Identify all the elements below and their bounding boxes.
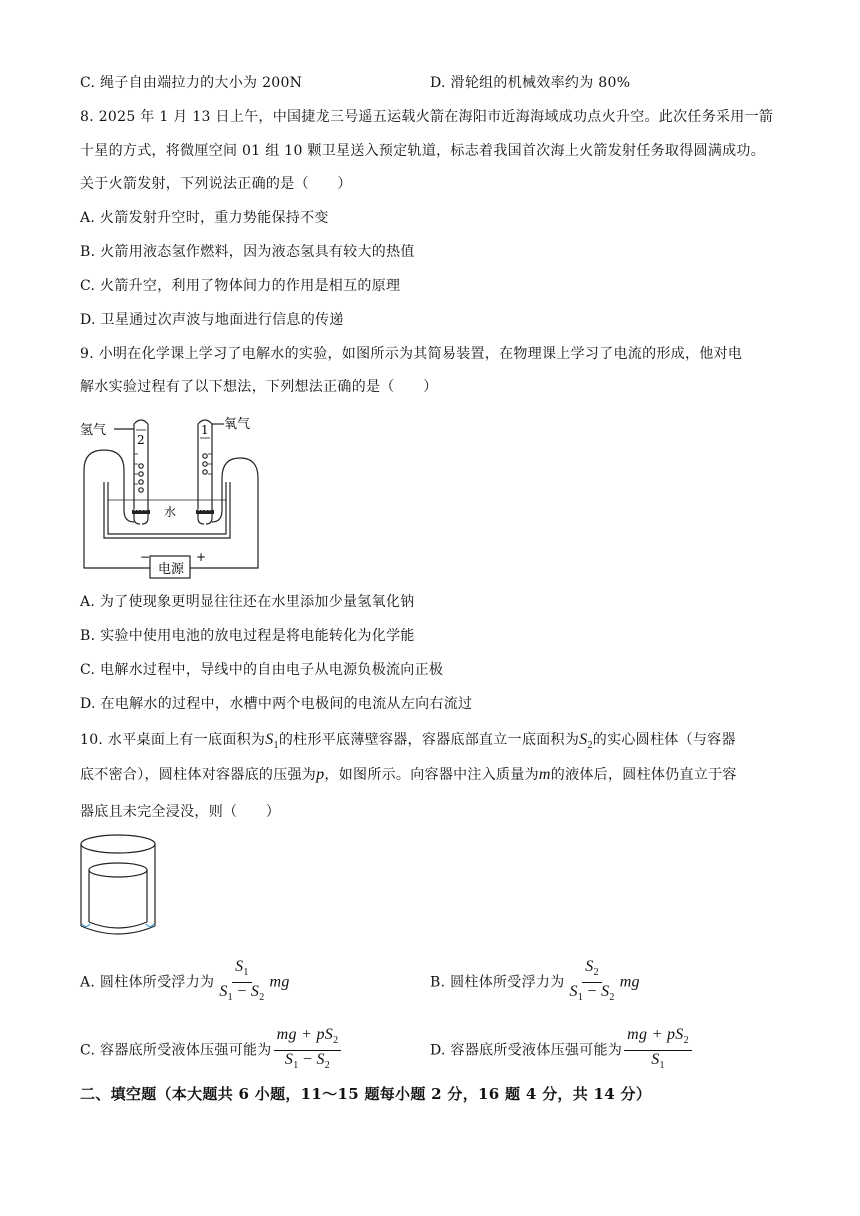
formula-c: $\frac{mg + pS_2}{S_1 - S_2}$: [274, 1026, 342, 1075]
q8-option-b: B. 火箭用液态氢作燃料，因为液态氢具有较大的热值: [80, 244, 415, 260]
q9-option-d: D. 在电解水的过程中，水槽中两个电极间的电流从左向右流过: [80, 696, 473, 712]
label-tube-1: 1: [201, 423, 209, 437]
q8-option-d: D. 卫星通过次声波与地面进行信息的传递: [80, 312, 344, 328]
q9-option-a: A. 为了使现象更明显往往还在水里添加少量氢氧化钠: [80, 594, 415, 610]
q10-option-b: B. 圆柱体所受浮力为 $\frac{S_2}{S_1 - S_2}$ mg: [430, 958, 640, 1007]
q10-stem-line2: 底不密合），圆柱体对容器底的压强为p，如图所示。向容器中注入质量为m的液体后，圆柱体仍直立于容: [80, 766, 737, 783]
container-cylinder-figure: [76, 830, 162, 942]
q8-option-a: A. 火箭发射升空时，重力势能保持不变: [80, 210, 329, 226]
label-oxygen: 氧气: [224, 417, 251, 432]
formula-d: $\frac{mg + pS_2}{S_1}$: [624, 1026, 692, 1075]
sym-s2: $S_2$: [579, 731, 593, 752]
q9-option-b: B. 实验中使用电池的放电过程是将电能转化为化学能: [80, 628, 415, 644]
sym-s1: $S_1$: [265, 731, 279, 752]
q10-option-a: A. 圆柱体所受浮力为 $\frac{S_1}{S_1 - S_2}$ mg: [80, 958, 290, 1007]
label-tube-2: 2: [137, 433, 145, 447]
formula-a: $\frac{S_1}{S_1 - S_2}$: [219, 958, 265, 1004]
label-plus: +: [196, 550, 207, 564]
q9-option-c: C. 电解水过程中，导线中的自由电子从电源负极流向正极: [80, 662, 444, 678]
q8-stem-line2: 十星的方式，将微厘空间 01 组 10 颗卫星送入预定轨道，标志着我国首次海上火箭发射任务取得圆满成功。: [80, 143, 766, 159]
q10-option-c: C. 容器底所受液体压强可能为 $\frac{mg + pS_2}{S_1 - S_2}$: [80, 1026, 343, 1075]
q9-stem-line1: 9. 小明在化学课上学习了电解水的实验，如图所示为其简易装置，在物理课上学习了电流的形成，他对电: [80, 346, 743, 362]
label-hydrogen: 氢气: [80, 423, 107, 438]
q8-option-c: C. 火箭升空，利用了物体间力的作用是相互的原理: [80, 278, 401, 294]
label-minus: −: [140, 550, 151, 564]
q10-option-d: D. 容器底所受液体压强可能为 $\frac{mg + pS_2}{S_1}$: [430, 1026, 694, 1075]
formula-b: $\frac{S_2}{S_1 - S_2}$: [569, 958, 615, 1004]
q10-stem-line1: 10. 水平桌面上有一底面积为$S_1$的柱形平底薄壁容器，容器底部直立一底面积为$S_2$的实心圆柱体（与容器: [80, 731, 736, 752]
q8-stem-line1: 8. 2025 年 1 月 13 日上午，中国捷龙三号遥五运载火箭在海阳市近海海域成功点火升空。此次任务采用一箭: [80, 109, 774, 125]
q10-stem-line3: 器底且未完全浸没，则（ ）: [80, 804, 281, 820]
q7-option-c: C. 绳子自由端拉力的大小为 200N: [80, 75, 303, 91]
label-power-supply: 电源: [158, 562, 185, 577]
q8-stem-line3: 关于火箭发射，下列说法正确的是（ ）: [80, 176, 352, 192]
sym-p: p: [316, 766, 325, 783]
section-2-heading: 二、填空题（本大题共 6 小题，11～15 题每小题 2 分，16 题 4 分，共 14 分）: [80, 1085, 652, 1103]
label-water: 水: [163, 505, 177, 519]
q9-stem-line2: 解水实验过程有了以下想法，下列想法正确的是（ ）: [80, 379, 438, 395]
electrolysis-apparatus-figure: [78, 410, 268, 582]
sym-m: m: [538, 766, 551, 783]
q7-option-d: D. 滑轮组的机械效率约为 80%: [430, 75, 631, 91]
